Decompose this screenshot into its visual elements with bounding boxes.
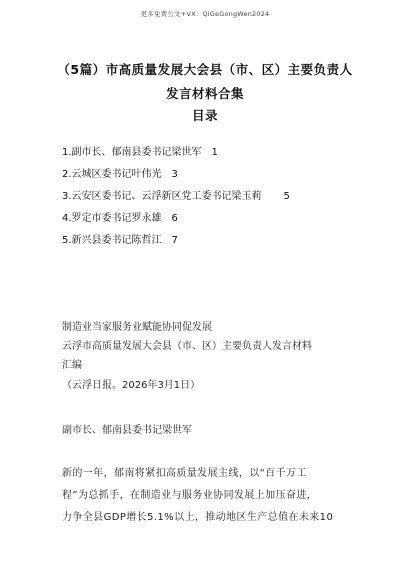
article-subtitle: 制造业当家服务业赋能协同促发展	[62, 322, 212, 333]
toc-item-page: 1	[211, 147, 218, 158]
toc-item-page: 7	[171, 235, 178, 246]
source-title-line1: 云浮市高质量发展大会县（市、区）主要负责人发言材料	[62, 341, 312, 352]
toc-item[interactable]	[62, 208, 382, 230]
document-title-line1: （5篇）市高质量发展大会县（市、区）主要负责人	[57, 62, 353, 77]
toc-item-label: 5.新兴县委书记陈哲江	[62, 235, 162, 246]
paragraph-line: 程”为总抓手，在制造业与服务业协同发展上加压奋进，	[62, 490, 318, 501]
toc-item[interactable]	[62, 230, 382, 252]
toc-item[interactable]	[62, 186, 382, 208]
toc-item-label: 2.云城区委书记叶伟光	[62, 169, 162, 180]
body-paragraph	[62, 463, 352, 529]
toc-item-label: 1.副市长、郁南县委书记梁世军	[62, 147, 202, 158]
source-date: （云浮日报。2026年3月1日）	[62, 380, 201, 391]
toc-item[interactable]	[62, 142, 382, 164]
toc-item-page: 6	[171, 213, 178, 224]
header-note: 更多免费公文+VX：QiGeGongWen2024	[140, 10, 270, 18]
paragraph-line: 新的一年，郁南将紧扣高质量发展主线，以“百千万工	[62, 468, 307, 479]
paragraph-line: 力争全县GDP增长5.1%以上，推动地区生产总值在未来10	[62, 512, 334, 523]
toc-item-label: 3.云安区委书记、云浮新区党工委书记梁玉莉	[62, 191, 262, 202]
document-title-line2: 发言材料合集	[165, 86, 244, 101]
article-heading-block	[62, 318, 362, 375]
toc-item-page: 5	[283, 191, 290, 202]
table-of-contents	[62, 142, 382, 252]
toc-item[interactable]	[62, 164, 382, 186]
toc-item-label: 4.罗定市委书记罗永雄	[62, 213, 162, 224]
speaker-heading: 副市长、郁南县委书记梁世军	[62, 425, 192, 436]
toc-item-page: 3	[171, 169, 178, 180]
toc-heading: 目录	[191, 108, 218, 123]
source-title-line2: 汇编	[62, 360, 82, 371]
